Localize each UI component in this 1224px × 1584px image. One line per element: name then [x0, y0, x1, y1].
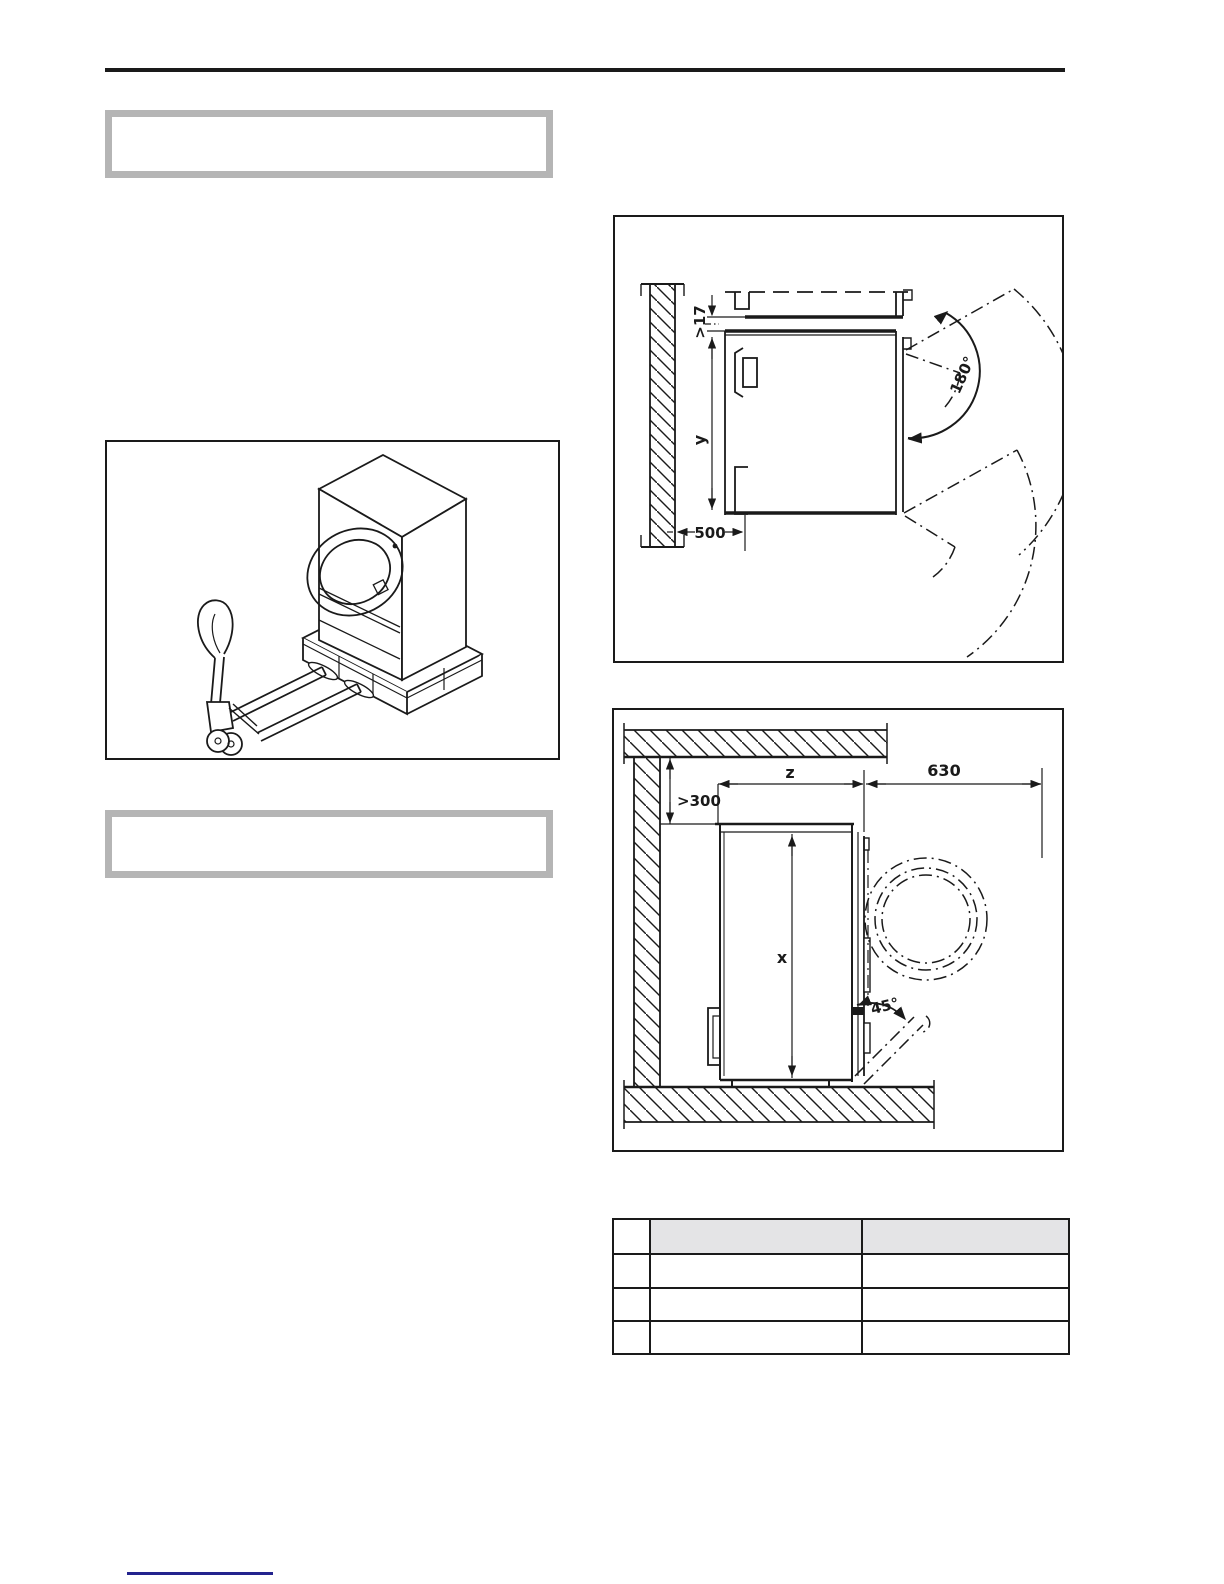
- label-gap-17: >17: [691, 305, 709, 339]
- table-row: [613, 1321, 1069, 1354]
- diagram-side-view: [612, 708, 1064, 1152]
- heading-box-1: [105, 110, 553, 178]
- table-row: [613, 1254, 1069, 1288]
- table-cell: [613, 1288, 650, 1321]
- table-cell: [613, 1254, 650, 1288]
- table-cell: [862, 1288, 1069, 1321]
- top-rule: [105, 68, 1065, 72]
- heading-box-2: [105, 810, 553, 878]
- table-header-cell: [613, 1219, 650, 1254]
- table-cell: [613, 1321, 650, 1354]
- figure-transport-pallet: [105, 440, 560, 760]
- label-swing-180: 180°: [946, 353, 979, 397]
- table-cell: [650, 1288, 862, 1321]
- side-view-drawing: [614, 710, 1062, 1150]
- pallet-truck-illustration: [107, 442, 558, 758]
- table-cell: [650, 1321, 862, 1354]
- label-door-630: 630: [927, 761, 961, 780]
- footnote-rule: [127, 1572, 273, 1575]
- table-header-cell: [862, 1219, 1069, 1254]
- plan-view-drawing: [615, 217, 1062, 661]
- label-height-x: x: [776, 948, 788, 967]
- table-header-cell: [650, 1219, 862, 1254]
- table-header-row: [613, 1219, 1069, 1254]
- table-cell: [650, 1254, 862, 1288]
- label-depth-y: y: [690, 434, 709, 446]
- spec-table: [612, 1218, 1070, 1355]
- label-depth-z: z: [785, 763, 795, 782]
- table-cell: [862, 1321, 1069, 1354]
- table-row: [613, 1288, 1069, 1321]
- label-ceiling-300: >300: [677, 792, 721, 810]
- label-angle-45: 45°: [868, 993, 901, 1019]
- table-cell: [862, 1254, 1069, 1288]
- diagram-plan-view: [613, 215, 1064, 663]
- label-wall-500: 500: [694, 524, 726, 542]
